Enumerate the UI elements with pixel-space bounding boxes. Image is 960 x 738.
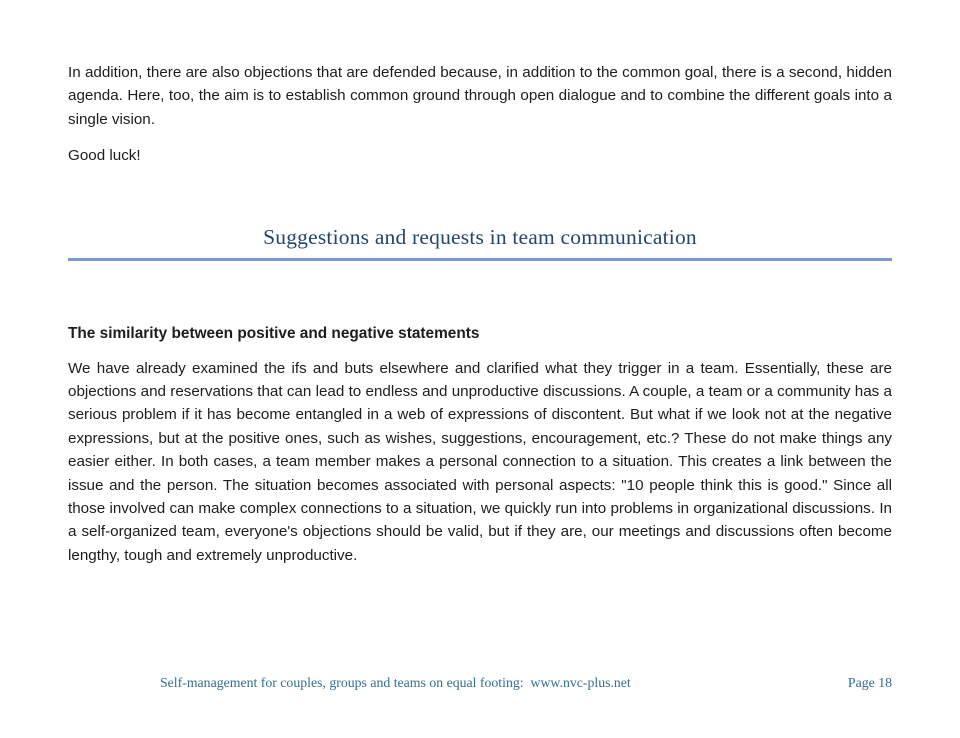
page-content <box>0 61 960 567</box>
document-page <box>0 61 960 738</box>
intro-paragraph: In addition, there are also objections that are defended because, in addition to the common goal, there is a second, hidden agenda. Here, too, the aim is to establish common ground through open dialogue and to combine the different goals into a single vision. <box>68 64 892 128</box>
good-luck-paragraph: Good luck! <box>68 147 141 165</box>
body-paragraph: We have already examined the ifs and buts elsewhere and clarified what they trigger in a team. Essentially, these are objections and reservations that can lead to endless and unproductive discussions. A couple, a team or a community has a serious problem if it has become entangled in a web of expressions of discontent. But what if we look not at the negative expressions, but at the positive ones, such as wishes, suggestions, encouragement, etc.? These do not make things any easier either. In both cases, a team member makes a personal connection to a situation. This creates a link between the issue and the person. The situation becomes associated with personal aspects: "10 people think this is good." Since all those involved can make complex connections to a situation, we quickly run into problems in organizational discussions. In a self-organized team, everyone's objections should be valid, but if they are, our meetings and discussions often become lengthy, tough and extremely unproductive. <box>68 359 892 564</box>
page-footer <box>68 675 892 691</box>
page-number: Page 18 <box>847 675 892 690</box>
footer-text: Self-management for couples, groups and teams on equal footing: www.nvc-plus.net <box>160 675 631 690</box>
section-heading: Suggestions and requests in team communication <box>68 225 892 261</box>
subsection-heading: The similarity between positive and negative statements <box>68 324 480 342</box>
